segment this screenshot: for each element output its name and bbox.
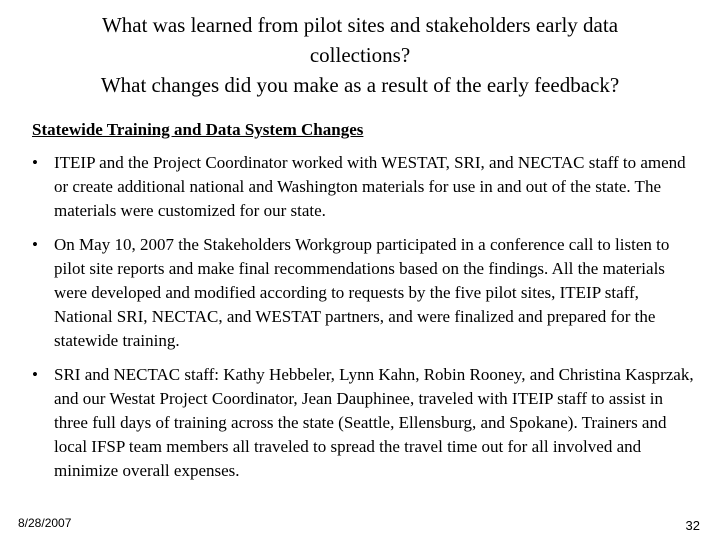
bullet-list [32,151,694,483]
footer-date: 8/28/2007 [18,516,72,530]
bullet-dot-icon: • [32,153,38,172]
list-item [32,151,694,223]
slide-title-line-2: collections? [309,43,411,67]
bullet-dot-icon: • [32,235,38,254]
list-item [32,233,694,353]
slide-title-line-3: What changes did you make as a result of the early feedback? [100,73,620,97]
bullet-text-training-travel: SRI and NECTAC staff: Kathy Hebbeler, Lynn Kahn, Robin Rooney, and Christina Kasprzak, and our Westat Project Coordinator, Jean Dauphinee, traveled with ITEIP staff to assist in three full days of training across the state (Seattle, Ellensburg, and Spokane). Trainers and local IFSP team members all traveled to spread the travel time out for all involved and minimize overall expenses. [54,365,694,480]
section-heading: Statewide Training and Data System Changes [32,120,364,139]
bullet-text-stakeholders-call: On May 10, 2007 the Stakeholders Workgroup participated in a conference call to listen to pilot site reports and make final recommendations based on the findings. All the materials were developed and modified according to requests by the five pilot sites, ITEIP staff, National SRI, NECTAC, and WESTAT partners, and were finalized and prepared for the statewide training. [54,235,670,350]
page-number: 32 [685,518,700,533]
bullet-dot-icon: • [32,365,38,384]
slide-title-line-1: What was learned from pilot sites and stakeholders early data [101,13,619,37]
bullet-text-materials: ITEIP and the Project Coordinator worked with WESTAT, SRI, and NECTAC staff to amend or create additional national and Washington materials for use in and out of the state. The materials were customized for our state. [54,153,686,220]
slide-title [20,10,700,100]
list-item [32,363,694,483]
